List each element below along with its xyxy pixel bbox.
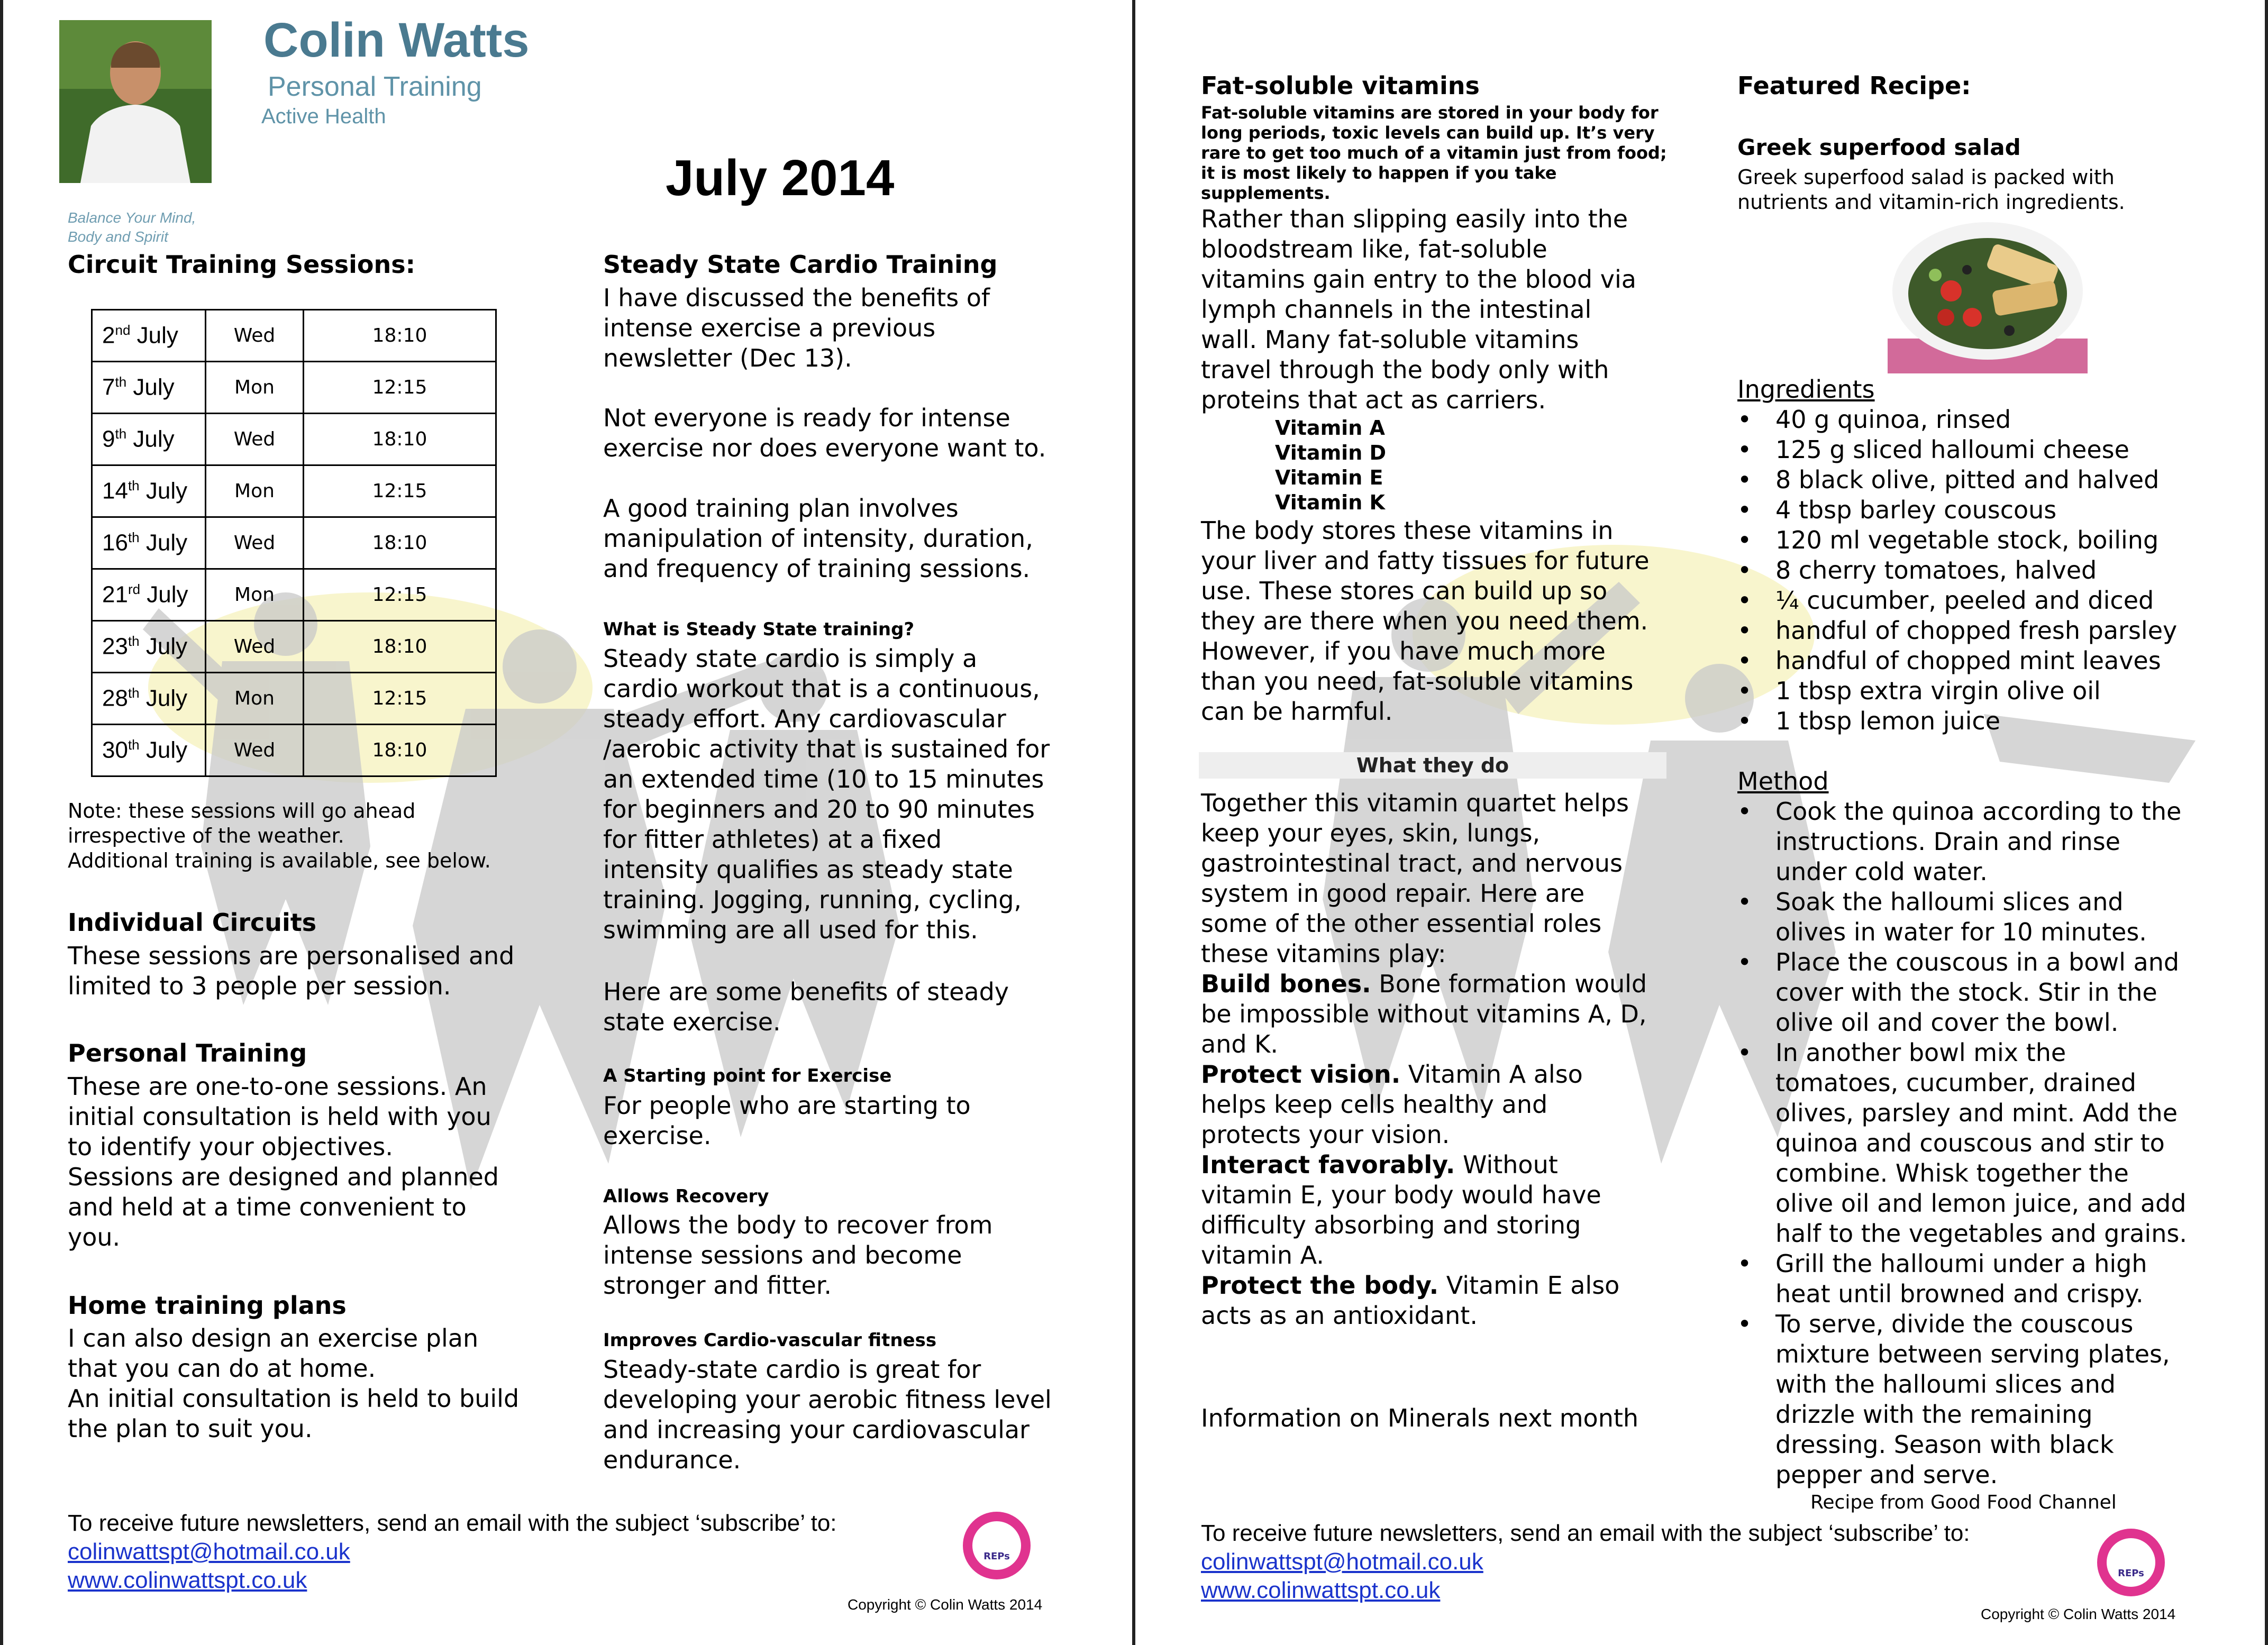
method-step: • Place the couscous in a bowl and cover with the stock. Stir in the olive oil and cover the bowl.: [1737, 947, 2187, 1038]
session-date: 9th July: [92, 414, 206, 465]
ingredient-item: • 1 tbsp extra virgin olive oil: [1737, 676, 2177, 706]
individual-circuits-title: Individual Circuits: [68, 908, 317, 937]
vitamin-d: Vitamin D: [1275, 441, 1387, 464]
salad-photo: [1888, 217, 2088, 373]
steady-state-subtitle: What is Steady State training?: [603, 619, 915, 640]
session-weekday: Mon: [206, 362, 304, 414]
session-row: [92, 725, 496, 776]
session-date: 2nd July: [92, 310, 206, 362]
session-row: [92, 673, 496, 725]
session-time: 12:15: [304, 569, 496, 621]
home-plans-title: Home training plans: [68, 1291, 347, 1320]
recipe-name: Greek superfood salad: [1737, 134, 2021, 160]
ingredient-item: • handful of chopped mint leaves: [1737, 646, 2177, 676]
session-time: 12:15: [304, 465, 496, 517]
method-step: • In another bowl mix the tomatoes, cucumber, drained olives, parsley and mint. Add the quinoa and couscous and stir to combine. Whisk together the olive oil and lemon juice, and add half to the vegetables and grains.: [1737, 1038, 2187, 1249]
session-weekday: Wed: [206, 414, 304, 465]
vitamin-e: Vitamin E: [1275, 466, 1383, 489]
benefits-intro: Here are some benefits of steady state exercise.: [603, 977, 1009, 1036]
role-protect-vision: Protect vision. Vitamin A also helps keep cells healthy and protects your vision.: [1201, 1060, 1583, 1149]
session-time: 18:10: [304, 517, 496, 569]
session-date: 23th July: [92, 621, 206, 673]
session-date: 16th July: [92, 517, 206, 569]
method-step: • To serve, divide the couscous mixture between serving plates, with the halloumi slices and drizzle with the remaining dressing. Season with black pepper and serve.: [1737, 1309, 2187, 1490]
session-time: 18:10: [304, 414, 496, 465]
session-time: 18:10: [304, 725, 496, 776]
vitamins-intro: Fat-soluble vitamins are stored in your body for long periods, toxic levels can build up. It’s very rare to get too much of a vitamin just from food; it is most likely to happen if you take supplements.: [1201, 103, 1667, 203]
website-link-right[interactable]: www.colinwattspt.co.uk: [1201, 1577, 1441, 1603]
cardio-p3: A good training plan involves manipulation of intensity, duration, and frequency of training sessions.: [603, 494, 1033, 583]
starting-point-title: A Starting point for Exercise: [603, 1065, 892, 1086]
cardio-p1: I have discussed the benefits of intense exercise a previous newsletter (Dec 13).: [603, 284, 990, 372]
fitness-title: Improves Cardio-vascular fitness: [603, 1330, 937, 1351]
vitamin-k: Vitamin K: [1275, 491, 1385, 514]
copyright: Copyright © Colin Watts 2014: [848, 1596, 1043, 1613]
copyright-right: Copyright © Colin Watts 2014: [1981, 1606, 2176, 1622]
reps-badge-icon-right: REPs: [2097, 1529, 2165, 1596]
session-weekday: Wed: [206, 517, 304, 569]
vitamins-p2: The body stores these vitamins in your liver and fatty tissues for future use. These stores can build up so they are there when you need them. However, if you have much more than you need, fat-soluble vitamins can be harmful.: [1201, 516, 1650, 726]
method-step: • Soak the halloumi slices and olives in water for 10 minutes.: [1737, 887, 2187, 947]
role-protect-body: Protect the body. Vitamin E also acts as an antioxidant.: [1201, 1271, 1620, 1330]
what-they-do-bar: What they do: [1199, 752, 1666, 779]
recovery-body: Allows the body to recover from intense sessions and become stronger and fitter.: [603, 1211, 993, 1300]
session-weekday: Wed: [206, 725, 304, 776]
cardio-title: Steady State Cardio Training: [603, 250, 998, 279]
subscribe-text: To receive future newsletters, send an email with the subject ‘subscribe’ to:: [68, 1510, 837, 1536]
method-step: • Cook the quinoa according to the instructions. Drain and rinse under cold water.: [1737, 797, 2187, 887]
role-interact-favorably: Interact favorably. Without vitamin E, your body would have difficulty absorbing and storing vitamin A.: [1201, 1150, 1601, 1269]
ingredient-item: • 120 ml vegetable stock, boiling: [1737, 525, 2177, 555]
brand-name: Colin Watts: [263, 13, 530, 67]
vitamins-p1: Rather than slipping easily into the bloodstream like, fat-soluble vitamins gain entry to the blood via lymph channels in the intestinal wall. Many fat-soluble vitamins travel through the body only with proteins that act as carriers.: [1201, 205, 1636, 414]
vitamin-a: Vitamin A: [1275, 416, 1385, 440]
personal-training-title: Personal Training: [68, 1039, 307, 1067]
session-row: [92, 310, 496, 362]
ingredients-list: [1737, 405, 2177, 736]
session-time: 12:15: [304, 362, 496, 414]
session-date: 30th July: [92, 725, 206, 776]
circuit-title: Circuit Training Sessions:: [68, 250, 416, 279]
reps-badge-icon: REPs: [963, 1512, 1031, 1579]
session-date: 21rd July: [92, 569, 206, 621]
session-date: 7th July: [92, 362, 206, 414]
ingredient-item: • 8 cherry tomatoes, halved: [1737, 555, 2177, 586]
session-note: Note: these sessions will go ahead irrespective of the weather. Additional training is available, see below.: [68, 799, 491, 872]
vitamin-roles: [1201, 969, 1647, 1331]
personal-training-body: These are one-to-one sessions. An initial consultation is held with you to identify your objectives. Sessions are designed and planned and held at a time convenient to you.: [68, 1072, 499, 1251]
ingredient-item: • 1 tbsp lemon juice: [1737, 706, 2177, 736]
individual-circuits-body: These sessions are personalised and limited to 3 people per session.: [68, 942, 515, 1000]
session-weekday: Mon: [206, 569, 304, 621]
subscribe-text-right: To receive future newsletters, send an email with the subject ‘subscribe’ to:: [1201, 1520, 1970, 1546]
session-row: [92, 517, 496, 569]
method-title: Method: [1737, 767, 1829, 796]
ingredients-title: Ingredients: [1737, 375, 1875, 404]
session-table: [91, 309, 497, 777]
method-list: [1737, 797, 2187, 1490]
cardio-p2: Not everyone is ready for intense exercise nor does everyone want to.: [603, 404, 1046, 462]
vitamin-list: [1275, 416, 1386, 515]
session-weekday: Mon: [206, 465, 304, 517]
session-time: 18:10: [304, 621, 496, 673]
ingredient-item: • 40 g quinoa, rinsed: [1737, 405, 2177, 435]
session-row: [92, 569, 496, 621]
session-date: 14th July: [92, 465, 206, 517]
session-weekday: Wed: [206, 310, 304, 362]
fitness-body: Steady-state cardio is great for developing your aerobic fitness level and increasing your cardiovascular endurance.: [603, 1355, 1052, 1474]
session-weekday: Mon: [206, 673, 304, 725]
session-row: [92, 621, 496, 673]
ingredient-item: • handful of chopped fresh parsley: [1737, 616, 2177, 646]
minerals-next-month: Information on Minerals next month: [1201, 1404, 1639, 1432]
website-link[interactable]: www.colinwattspt.co.uk: [68, 1567, 307, 1593]
session-row: [92, 362, 496, 414]
email-link[interactable]: colinwattspt@hotmail.co.uk: [68, 1539, 350, 1565]
recipe-intro: Greek superfood salad is packed with nutrients and vitamin-rich ingredients.: [1737, 166, 2125, 214]
session-weekday: Wed: [206, 621, 304, 673]
ingredient-item: • 4 tbsp barley couscous: [1737, 495, 2177, 525]
starting-point-body: For people who are starting to exercise.: [603, 1091, 971, 1150]
vitamins-title: Fat-soluble vitamins: [1201, 71, 1480, 100]
ingredient-item: • 125 g sliced halloumi cheese: [1737, 435, 2177, 465]
session-row: [92, 465, 496, 517]
steady-state-body: Steady state cardio is simply a cardio workout that is a continuous, steady effort. Any cardiovascular /aerobic activity that is sustained for an extended time (10 to 15 minutes for beginners and 20 to 90 minutes for fitter athletes) at a fixed intensity qualifies as steady state training. Jogging, running, cycling, swimming are all used for this.: [603, 644, 1050, 944]
recovery-title: Allows Recovery: [603, 1186, 769, 1207]
vitamins-p3: Together this vitamin quartet helps keep your eyes, skin, lungs, gastrointestinal tract, and nervous system in good repair. Here are some of the other essential roles these vitamins play:: [1201, 789, 1629, 968]
ingredient-item: • 8 black olive, pitted and halved: [1737, 465, 2177, 495]
tagline: Balance Your Mind, Body and Spirit: [68, 209, 196, 245]
session-date: 28th July: [92, 673, 206, 725]
brand-subtitle-2: Active Health: [261, 105, 386, 128]
featured-recipe-heading: Featured Recipe:: [1737, 71, 1971, 100]
recipe-credit: Recipe from Good Food Channel: [1810, 1492, 2117, 1513]
home-plans-body: I can also design an exercise plan that you can do at home. An initial consultation is held to build the plan to suit you.: [68, 1324, 520, 1443]
brand-subtitle: Personal Training: [268, 71, 482, 102]
ingredient-item: • ¼ cucumber, peeled and diced: [1737, 586, 2177, 616]
email-link-right[interactable]: colinwattspt@hotmail.co.uk: [1201, 1549, 1483, 1575]
profile-photo: [59, 20, 212, 183]
session-time: 18:10: [304, 310, 496, 362]
method-step: • Grill the halloumi under a high heat until browned and crispy.: [1737, 1249, 2187, 1309]
session-time: 12:15: [304, 673, 496, 725]
session-row: [92, 414, 496, 465]
role-build-bones: Build bones. Bone formation would be impossible without vitamins A, D, and K.: [1201, 970, 1647, 1058]
issue-month: July 2014: [666, 150, 895, 206]
